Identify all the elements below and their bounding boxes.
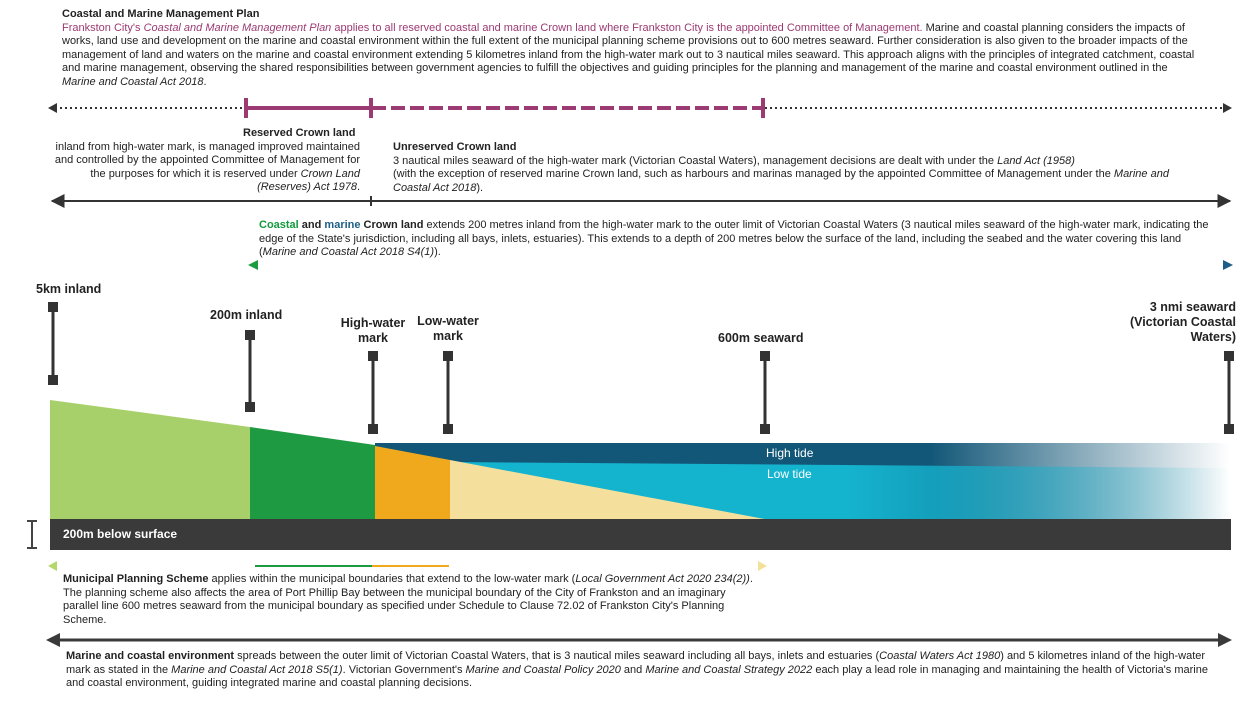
environment-title: Marine and coastal environment — [66, 650, 235, 662]
plan-act: Marine and Coastal Act 2018 — [62, 75, 204, 88]
land-inland-zone — [50, 400, 250, 520]
crown-land-word: Crown land — [360, 219, 424, 231]
plan-extent-arrow — [48, 98, 1232, 118]
marker-post-low-water-icon — [443, 351, 453, 434]
reserved-end: . — [356, 181, 360, 193]
low-tide-label: Low tide — [767, 467, 812, 481]
reserved-act: Crown Land (Reserves) Act 1978 — [257, 167, 360, 193]
unreserved-text-1: 3 nautical miles seaward of the high-water mark (Victorian Coastal Waters), management decisions are dealt with under the — [393, 154, 998, 167]
environment-act-1: Coastal Waters Act 1980 — [879, 650, 1001, 662]
unreserved-title: Unreserved Crown land — [393, 141, 517, 153]
environment-extent-arrow — [46, 633, 1232, 647]
plan-end: . — [203, 75, 207, 88]
label-3nmi-line-1: 3 nmi seaward — [1149, 300, 1236, 314]
label-600m-seaward: 600m seaward — [718, 331, 804, 345]
depth-bracket-icon — [27, 521, 37, 548]
environment-act-2: Marine and Coastal Act 2018 S5(1) — [171, 663, 343, 676]
label-low-water-mark: Low-water mark — [417, 314, 479, 343]
municipal-extent-arrow — [48, 561, 767, 571]
environment-text-3: . Victorian Government's — [342, 663, 466, 676]
environment-text-2: ) and 5 kilometres inland of the high-water mark as stated in the — [66, 650, 1206, 676]
marker-post-5km-icon — [48, 302, 58, 385]
municipal-block — [63, 573, 763, 627]
unreserved-act-1: Land Act (1958) — [997, 154, 1075, 167]
plan-purple-text-2: applies to all reserved coastal and marine Crown land where Frankston City is the appointed Committee of Management. — [331, 21, 923, 34]
municipal-text-2: . The planning scheme also affects the area of Port Phillip Bay between the municipal boundary of the City of Frankston and an imaginary parallel line 600 metres seaward from the municipal boundary as specified under Schedule to Clause 72.02 of Frankston City's Planning Scheme. — [63, 573, 753, 626]
marker-post-600m-icon — [760, 351, 770, 434]
unreserved-block — [393, 141, 1193, 195]
environment-text-4: and — [620, 663, 646, 676]
label-3nmi-seaward — [1090, 300, 1236, 345]
plan-purple-text-1: Frankston City's — [62, 21, 144, 34]
marine-word: marine — [324, 219, 361, 231]
marker-post-200m-icon — [245, 330, 255, 412]
municipal-title: Municipal Planning Scheme — [63, 573, 209, 585]
environment-act-4: Marine and Coastal Strategy 2022 — [645, 663, 813, 676]
municipal-text-1: applies within the municipal boundaries that extend to the low-water mark ( — [208, 573, 576, 585]
unreserved-text-2: (with the exception of reserved marine Crown land, such as harbours and marinas managed by the appointed Committee of Management under the — [393, 168, 1114, 180]
and-word: and — [298, 219, 325, 231]
coastal-crown-block — [259, 219, 1221, 260]
unreserved-act-2: Marine and Coastal Act 2018 — [393, 168, 1169, 194]
environment-block — [66, 650, 1216, 691]
below-surface-band — [50, 519, 1231, 550]
label-high-water-mark: High-water mark — [340, 316, 406, 345]
coastal-crown-text: extends 200 metres inland from the high-water mark to the outer limit of Victorian Coastal Waters (3 nautical miles seaward of the high-water mark, indicating the edge of the State's jurisdiction, including all bays, inlets, estuaries). This extends to a depth of 200 metres below the surface of the land, including the seabed and the water covering this land ( — [259, 219, 1209, 258]
reserved-block — [50, 127, 360, 195]
unreserved-line-2 — [393, 168, 1193, 195]
environment-act-3: Marine and Coastal Policy 2020 — [465, 663, 621, 676]
unreserved-line-1 — [393, 155, 1193, 169]
environment-text-5: each play a lead role in managing and maintaining the health of Victoria's marine and coastal environment, guiding integrated marine and coastal planning decisions. — [66, 663, 1208, 689]
coastal-crown-end: ). — [434, 246, 441, 258]
label-3nmi-line-2: (Victorian Coastal — [1129, 315, 1236, 329]
coastal-marine-arrow — [248, 260, 1233, 270]
high-tide-label: High tide — [766, 446, 814, 460]
reserved-body: inland from high-water mark, is managed improved maintained and controlled by the appointed Committee of Management for the purposes for which it is reserved under — [54, 140, 360, 180]
reserved-title: Reserved Crown land — [243, 127, 356, 139]
coastal-crown-act: Marine and Coastal Act 2018 S4(1) — [262, 246, 435, 258]
plan-body: Marine and coastal planning considers the impacts of works, land use and development on the marine and coastal environment within the full extent of the municipal planning scheme provisions out to 600 metres seaward. Further consideration is also given to the broader impacts of the management of land and waters on the marine and coastal environment extending 5 kilometres inland from the high-water mark out to 3 nautical miles seaward. This approach aligns with the principles of integrated catchment, coastal and marine management, observing the shared responsibilities between government agencies to fulfill the objectives and guiding principles for the planning and management of the marine and coastal environment outlined in the — [62, 21, 1195, 74]
reserved-text — [50, 141, 360, 195]
arrow-left-icon — [48, 103, 57, 113]
unreserved-end: ). — [476, 181, 484, 194]
below-surface-label: 200m below surface — [63, 527, 178, 541]
municipal-act: Local Government Act 2020 234(2)) — [575, 573, 750, 585]
plan-title: Coastal and Marine Management Plan — [62, 8, 260, 20]
arrow-right-icon — [1223, 103, 1232, 113]
environment-text-1: spreads between the outer limit of Victorian Coastal Waters, that is 3 nautical miles seaward including all bays, inlets and estuaries ( — [234, 650, 880, 662]
marker-post-high-water-icon — [368, 351, 378, 434]
coastal-word: Coastal — [259, 219, 299, 231]
land-coastal-zone — [250, 427, 375, 520]
label-3nmi-line-3: Waters) — [1190, 330, 1236, 344]
marker-post-3nmi-icon — [1224, 351, 1234, 434]
plan-purple-italic: Coastal and Marine Management Plan — [143, 21, 332, 34]
label-200m-inland: 200m inland — [210, 308, 283, 322]
label-5km-inland: 5km inland — [36, 282, 102, 296]
